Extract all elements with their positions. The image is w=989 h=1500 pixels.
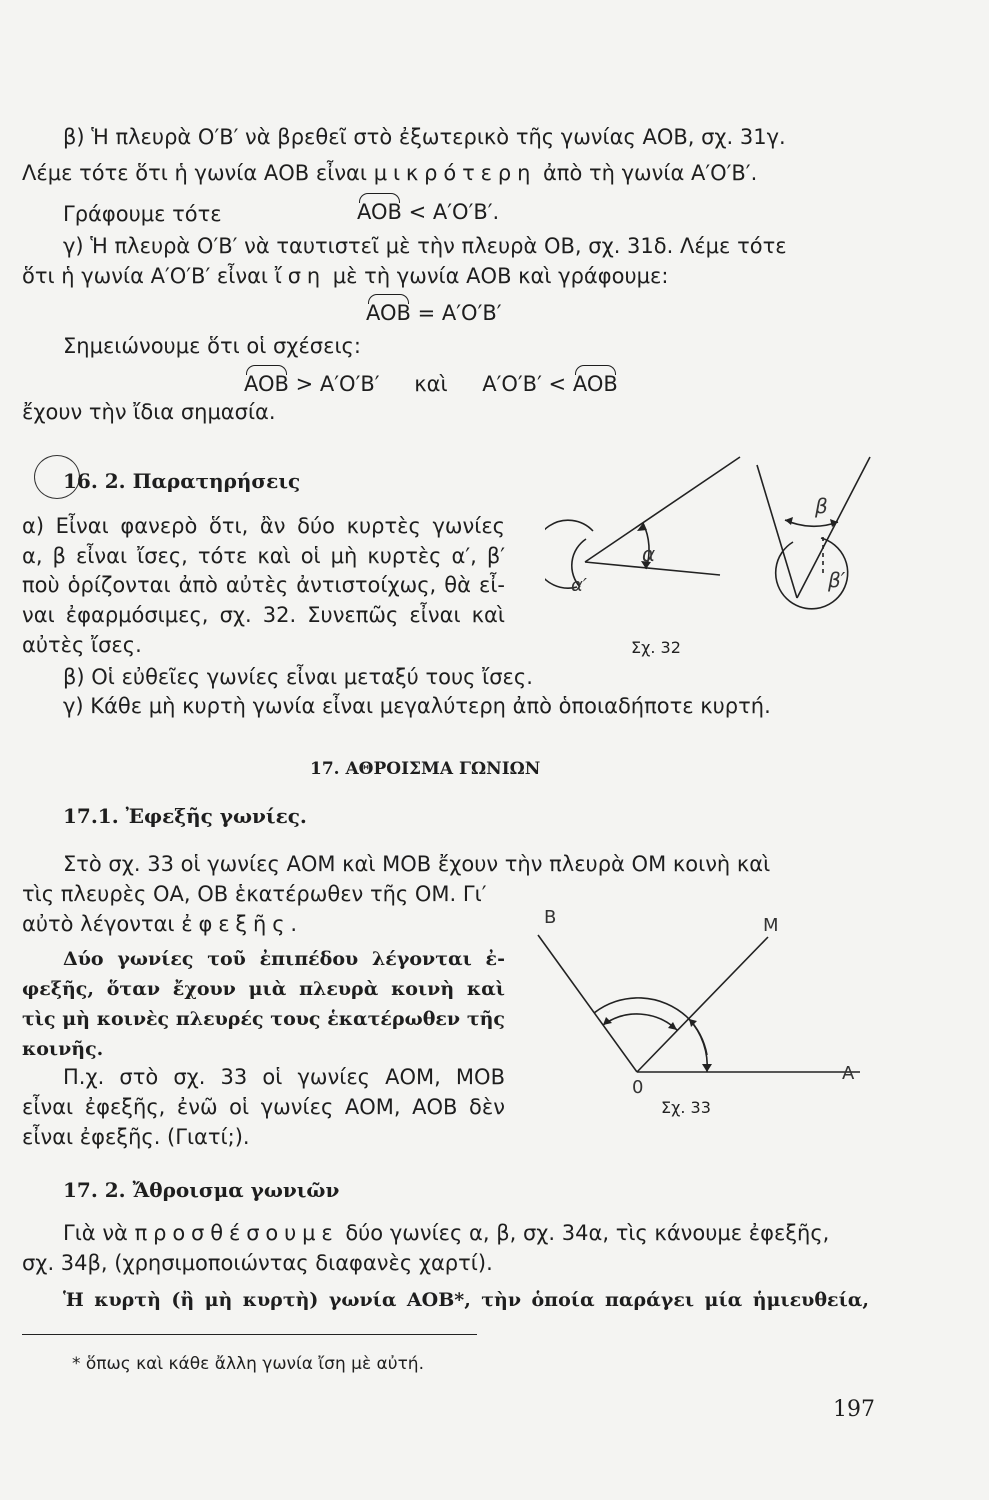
section-17-2-heading: 17. 2. Ἄθροισμα γωνιῶν — [63, 1178, 340, 1202]
chapter-17-title: 17. ΑΘΡΟΙΣΜΑ ΓΩΝΙΩΝ — [310, 759, 541, 779]
line-e3 — [22, 910, 303, 938]
fig32-label-beta: β — [815, 494, 828, 518]
line-b1: β) Ἡ πλευρὰ Ο′Β′ νὰ βρεθεῖ στὸ ἐξωτερικὸ τῆς γωνίας ΑΟΒ, σχ. 31γ. — [63, 125, 786, 149]
fig33-ray-OM — [637, 937, 768, 1072]
fig33-label-M: Μ — [763, 915, 779, 936]
line-p1-emph: προσθέσουμε — [134, 1221, 339, 1245]
line-g2-emph: ἴση — [274, 264, 327, 288]
formula-rel1-op: > — [295, 372, 314, 396]
formula-rel-and: καὶ — [414, 372, 448, 396]
line-g1: γ) Ἡ πλευρὰ Ο′Β′ νὰ ταυτιστεῖ μὲ τὴν πλευρὰ ΟΒ, σχ. 31δ. Λέμε τότε — [63, 234, 787, 258]
section-16-2-heading — [63, 467, 300, 495]
definition-line-2: φεξῆς, ὅταν ἔχουν μιὰ πλευρὰ κοινὴ καὶ — [22, 978, 505, 1000]
fig33-label-A: Α — [842, 1063, 855, 1084]
line-b3: Γράφουμε τότε — [63, 202, 222, 226]
formula-rel1-lhs: AOB — [244, 372, 289, 396]
fig32-label-alpha-prime: α′ — [571, 575, 587, 596]
formula-eq-lhs: AOB — [366, 301, 411, 325]
section-17-1-heading: 17.1. Ἐφεξῆς γωνίες. — [63, 804, 307, 828]
fig32-label-alpha: α — [642, 542, 656, 566]
line-a1: α) Εἶναι φανερὸ ὅτι, ἂν δύο κυρτὲς γωνίες — [22, 514, 505, 538]
line-a2: α, β εἶναι ἴσες, τότε καὶ οἱ μὴ κυρτὲς α′, β′ — [22, 544, 505, 568]
definition-line-4: κοινῆς. — [22, 1038, 104, 1060]
footnote-rule — [22, 1334, 477, 1335]
line-p1-post: δύο γωνίες α, β, σχ. 34α, τὶς κάνουμε ἐφεξῆς, — [345, 1221, 830, 1245]
line-b2-emph: μικρότερη — [373, 161, 537, 185]
line-same-meaning: ἔχουν τὴν ἴδια σημασία. — [22, 400, 276, 424]
formula-inequality — [357, 200, 499, 224]
formula-ineq-op: < — [408, 200, 427, 224]
footnote: * ὅπως καὶ κάθε ἄλλη γωνία ἴση μὲ αὐτή. — [72, 1354, 424, 1374]
fig33-arrowhead-3 — [689, 1019, 697, 1027]
line-x2: εἶναι ἐφεξῆς, ἐνῶ οἱ γωνίες ΑΟΜ, ΑΟΒ δὲν — [22, 1095, 505, 1119]
formula-rel2-op: < — [548, 372, 567, 396]
line-b2 — [22, 159, 757, 187]
page-number: 197 — [833, 1397, 875, 1422]
line-remark-g: γ) Κάθε μὴ κυρτὴ γωνία εἶναι μεγαλύτερη ἀπὸ ὁποιαδήποτε κυρτή. — [63, 694, 771, 718]
fig32-label-beta-prime: β′ — [828, 568, 846, 592]
formula-ineq-lhs: AOB — [357, 200, 402, 224]
formula-relations — [244, 372, 618, 396]
line-p1 — [63, 1219, 829, 1247]
line-x3: εἶναι ἐφεξῆς. (Γιατί;). — [22, 1125, 250, 1149]
fig32-arrowhead-3 — [785, 517, 793, 525]
formula-rel2-lhs: A′O′B′ — [482, 372, 542, 396]
section-16-2-title: Παρατηρήσεις — [132, 469, 301, 493]
formula-eq-op: = — [417, 301, 436, 325]
line-last: Ἡ κυρτὴ (ἢ μὴ κυρτὴ) γωνία ΑΟΒ*, τὴν ὁποία παράγει μία ἡμιευθεία, — [63, 1289, 869, 1311]
fig33-label-O: 0 — [632, 1077, 644, 1098]
line-p2: σχ. 34β, (χρησιμοποιώντας διαφανὲς χαρτί). — [22, 1251, 493, 1275]
formula-rel1-rhs: A′O′B′ — [319, 372, 380, 396]
line-e1: Στὸ σχ. 33 οἱ γωνίες ΑΟΜ καὶ ΜΟΒ ἔχουν τὴν πλευρὰ ΟΜ κοινὴ καὶ — [63, 852, 771, 876]
line-p1-pre: Γιὰ νὰ — [63, 1221, 128, 1245]
figure-32 — [545, 445, 875, 675]
definition-line-3: τὶς μὴ κοινὲς πλευρές τους ἑκατέρωθεν τῆς — [22, 1008, 505, 1030]
line-g2-post: μὲ τὴ γωνία ΑΟΒ καὶ γράφουμε: — [332, 264, 669, 288]
line-e3-emph: ἐφεξῆς. — [181, 912, 303, 936]
definition-line-1: Δύο γωνίες τοῦ ἐπιπέδου λέγονται ἐ- — [63, 948, 505, 970]
line-a5: αὐτὲς ἴσες. — [22, 633, 142, 657]
formula-ineq-rhs: A′O′B′. — [432, 200, 500, 224]
fig33-ray-OB — [538, 935, 637, 1072]
formula-rel2-rhs: AOB — [572, 372, 618, 396]
fig33-caption: Σχ. 33 — [661, 1098, 711, 1117]
fig33-label-B: Β — [544, 907, 557, 928]
formula-equality — [366, 301, 502, 325]
fig33-arrowhead-4 — [702, 1064, 712, 1072]
line-a3: ποὺ ὁρίζονται ἀπὸ αὐτὲς ἀντιστοίχως, θὰ εἶ- — [22, 573, 505, 597]
line-b2-pre: Λέμε τότε ὅτι ἡ γωνία ΑΟΒ εἶναι — [22, 161, 368, 185]
line-remark-b: β) Οἱ εὐθεῖες γωνίες εἶναι μεταξύ τους ἴσες. — [63, 665, 533, 689]
fig33-arc-MOB — [603, 1014, 677, 1030]
fig32-left-ray-upper — [585, 457, 740, 562]
line-e2: τὶς πλευρὲς ΟΑ, ΟΒ ἑκατέρωθεν τῆς ΟΜ. Γι′ — [22, 882, 487, 906]
section-16-2-number: 16. 2. — [63, 469, 126, 493]
line-note: Σημειώνουμε ὅτι οἱ σχέσεις: — [63, 334, 361, 358]
formula-eq-rhs: A′O′B′ — [441, 301, 502, 325]
line-g2 — [22, 262, 668, 290]
fig32-caption: Σχ. 32 — [631, 638, 681, 657]
figure-33 — [520, 895, 880, 1125]
line-a4: ναι ἐφαρμόσιμες, σχ. 32. Συνεπῶς εἶναι καὶ — [22, 603, 505, 627]
line-b2-post: ἀπὸ τὴ γωνία Α′Ο′Β′. — [542, 161, 758, 185]
fig32-arc-beta — [785, 520, 838, 526]
line-e3-pre: αὐτὸ λέγονται — [22, 912, 175, 936]
line-g2-pre: ὅτι ἡ γωνία Α′Ο′Β′ εἶναι — [22, 264, 269, 288]
fig32-right-ray-left — [757, 465, 797, 598]
line-x1: Π.χ. στὸ σχ. 33 οἱ γωνίες ΑΟΜ, ΜΟΒ — [63, 1065, 505, 1089]
